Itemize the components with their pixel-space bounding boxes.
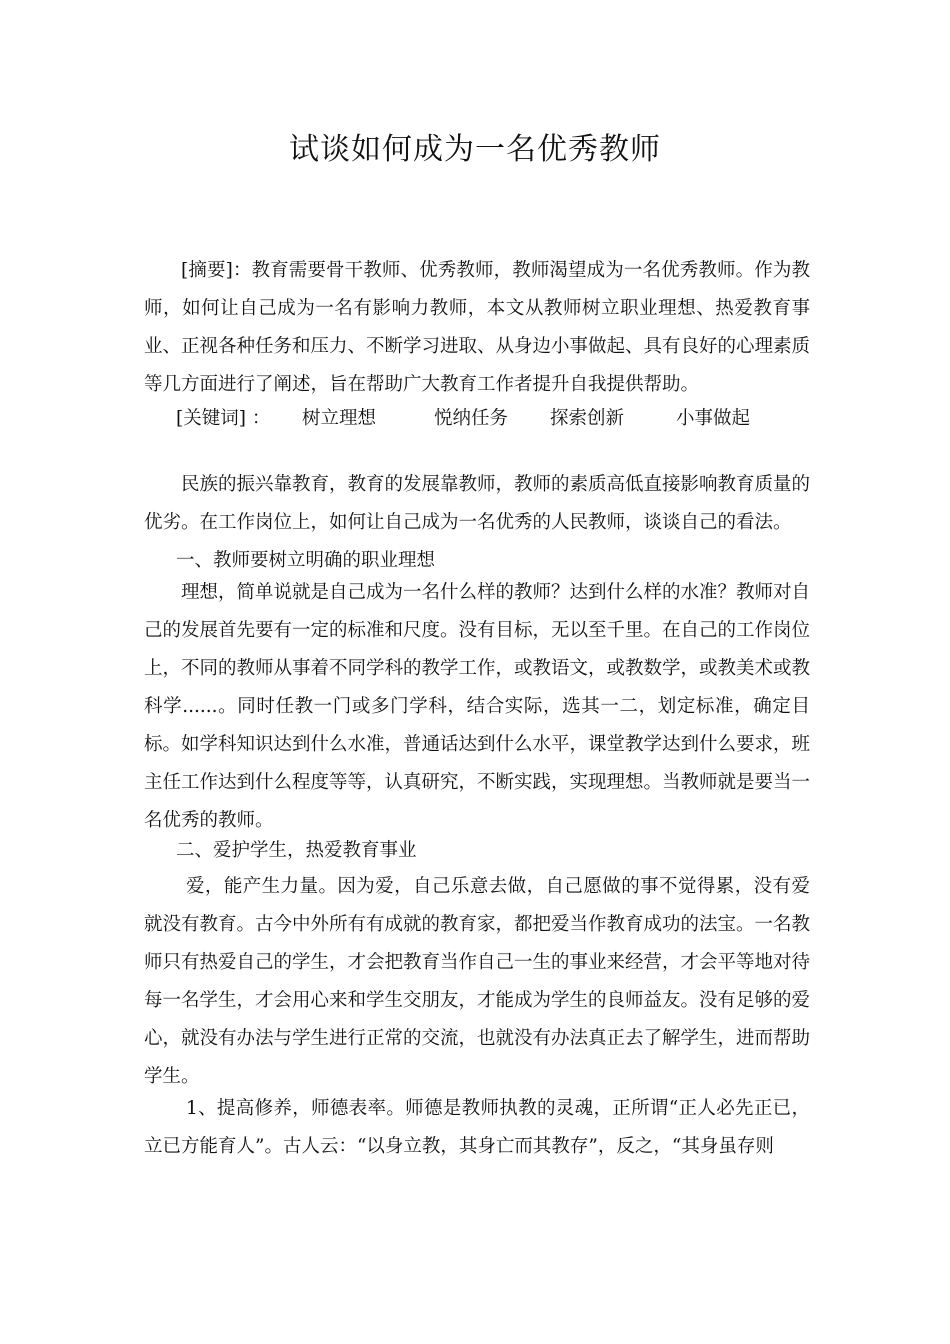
document-title: 试谈如何成为一名优秀教师 (289, 132, 661, 167)
section-heading: 一、教师要树立明确的职业理想 (176, 550, 436, 571)
keyword: 悦纳任务 (434, 408, 509, 429)
intro-paragraph: 民族的振兴靠教育，教育的发展靠教师，教师的素质高低直接影响教育质量的优劣。在工作岗位上，如何让自己成为一名优秀的人民教师，谈谈自己的看法。 (144, 474, 811, 533)
section-heading: 二、爱护学生，热爱教育事业 (176, 840, 417, 861)
keywords-label: [关键词] ： (176, 408, 271, 429)
keyword: 树立理想 (302, 408, 377, 429)
keywords-row (176, 400, 796, 438)
section1-paragraph: 理想，简单说就是自己成为一名什么样的教师？达到什么样的水准？教师对自己的发展首先要有一定的标准和尺度。没有目标，无以至千里。在自己的工作岗位上，不同的教师从事着不同学科的教学工作，或教语文，或教数学，或教美术或教科学......。同时任教一门或多门学科，结合实际，选其一二，划定标准，确定目标。如学科知识达到什么水准，普通话达到什么水平，课堂教学达到什么要求，班主任工作达到什么程度等等，认真研究，不断实践，实现理想。当教师就是要当一名优秀的教师。 (144, 582, 811, 831)
abstract-paragraph: [摘要]：教育需要骨干教师、优秀教师，教师渴望成为一名优秀教师。作为教师，如何让自己成为一名有影响力教师，本文从教师树立职业理想、热爱教育事业、正视各种任务和压力、不断学习进取、从身边小事做起、具有良好的心理素质等几方面进行了阐述，旨在帮助广大教育工作者提升自我提供帮助。 (144, 260, 811, 395)
item1-paragraph: 1、提高修养，师德表率。师德是教师执教的灵魂，正所谓“正人必先正已，立已方能育人”。古人云：“以身立教，其身亡而其教存”，反之，“其身虽存则 (144, 1098, 810, 1157)
keyword: 探索创新 (550, 408, 625, 429)
keyword: 小事做起 (676, 408, 751, 429)
section2-paragraph: 爱，能产生力量。因为爱，自己乐意去做，自己愿做的事不觉得累，没有爱就没有教育。古今中外所有有成就的教育家，都把爱当作教育成功的法宝。一名教师只有热爱自己的学生，才会把教育当作自己一生的事业来经营，才会平等地对待每一名学生，才会用心来和学生交朋友，才能成为学生的良师益友。没有足够的爱心，就没有办法与学生进行正常的交流，也就没有办法真正去了解学生，进而帮助学生。 (144, 876, 811, 1087)
